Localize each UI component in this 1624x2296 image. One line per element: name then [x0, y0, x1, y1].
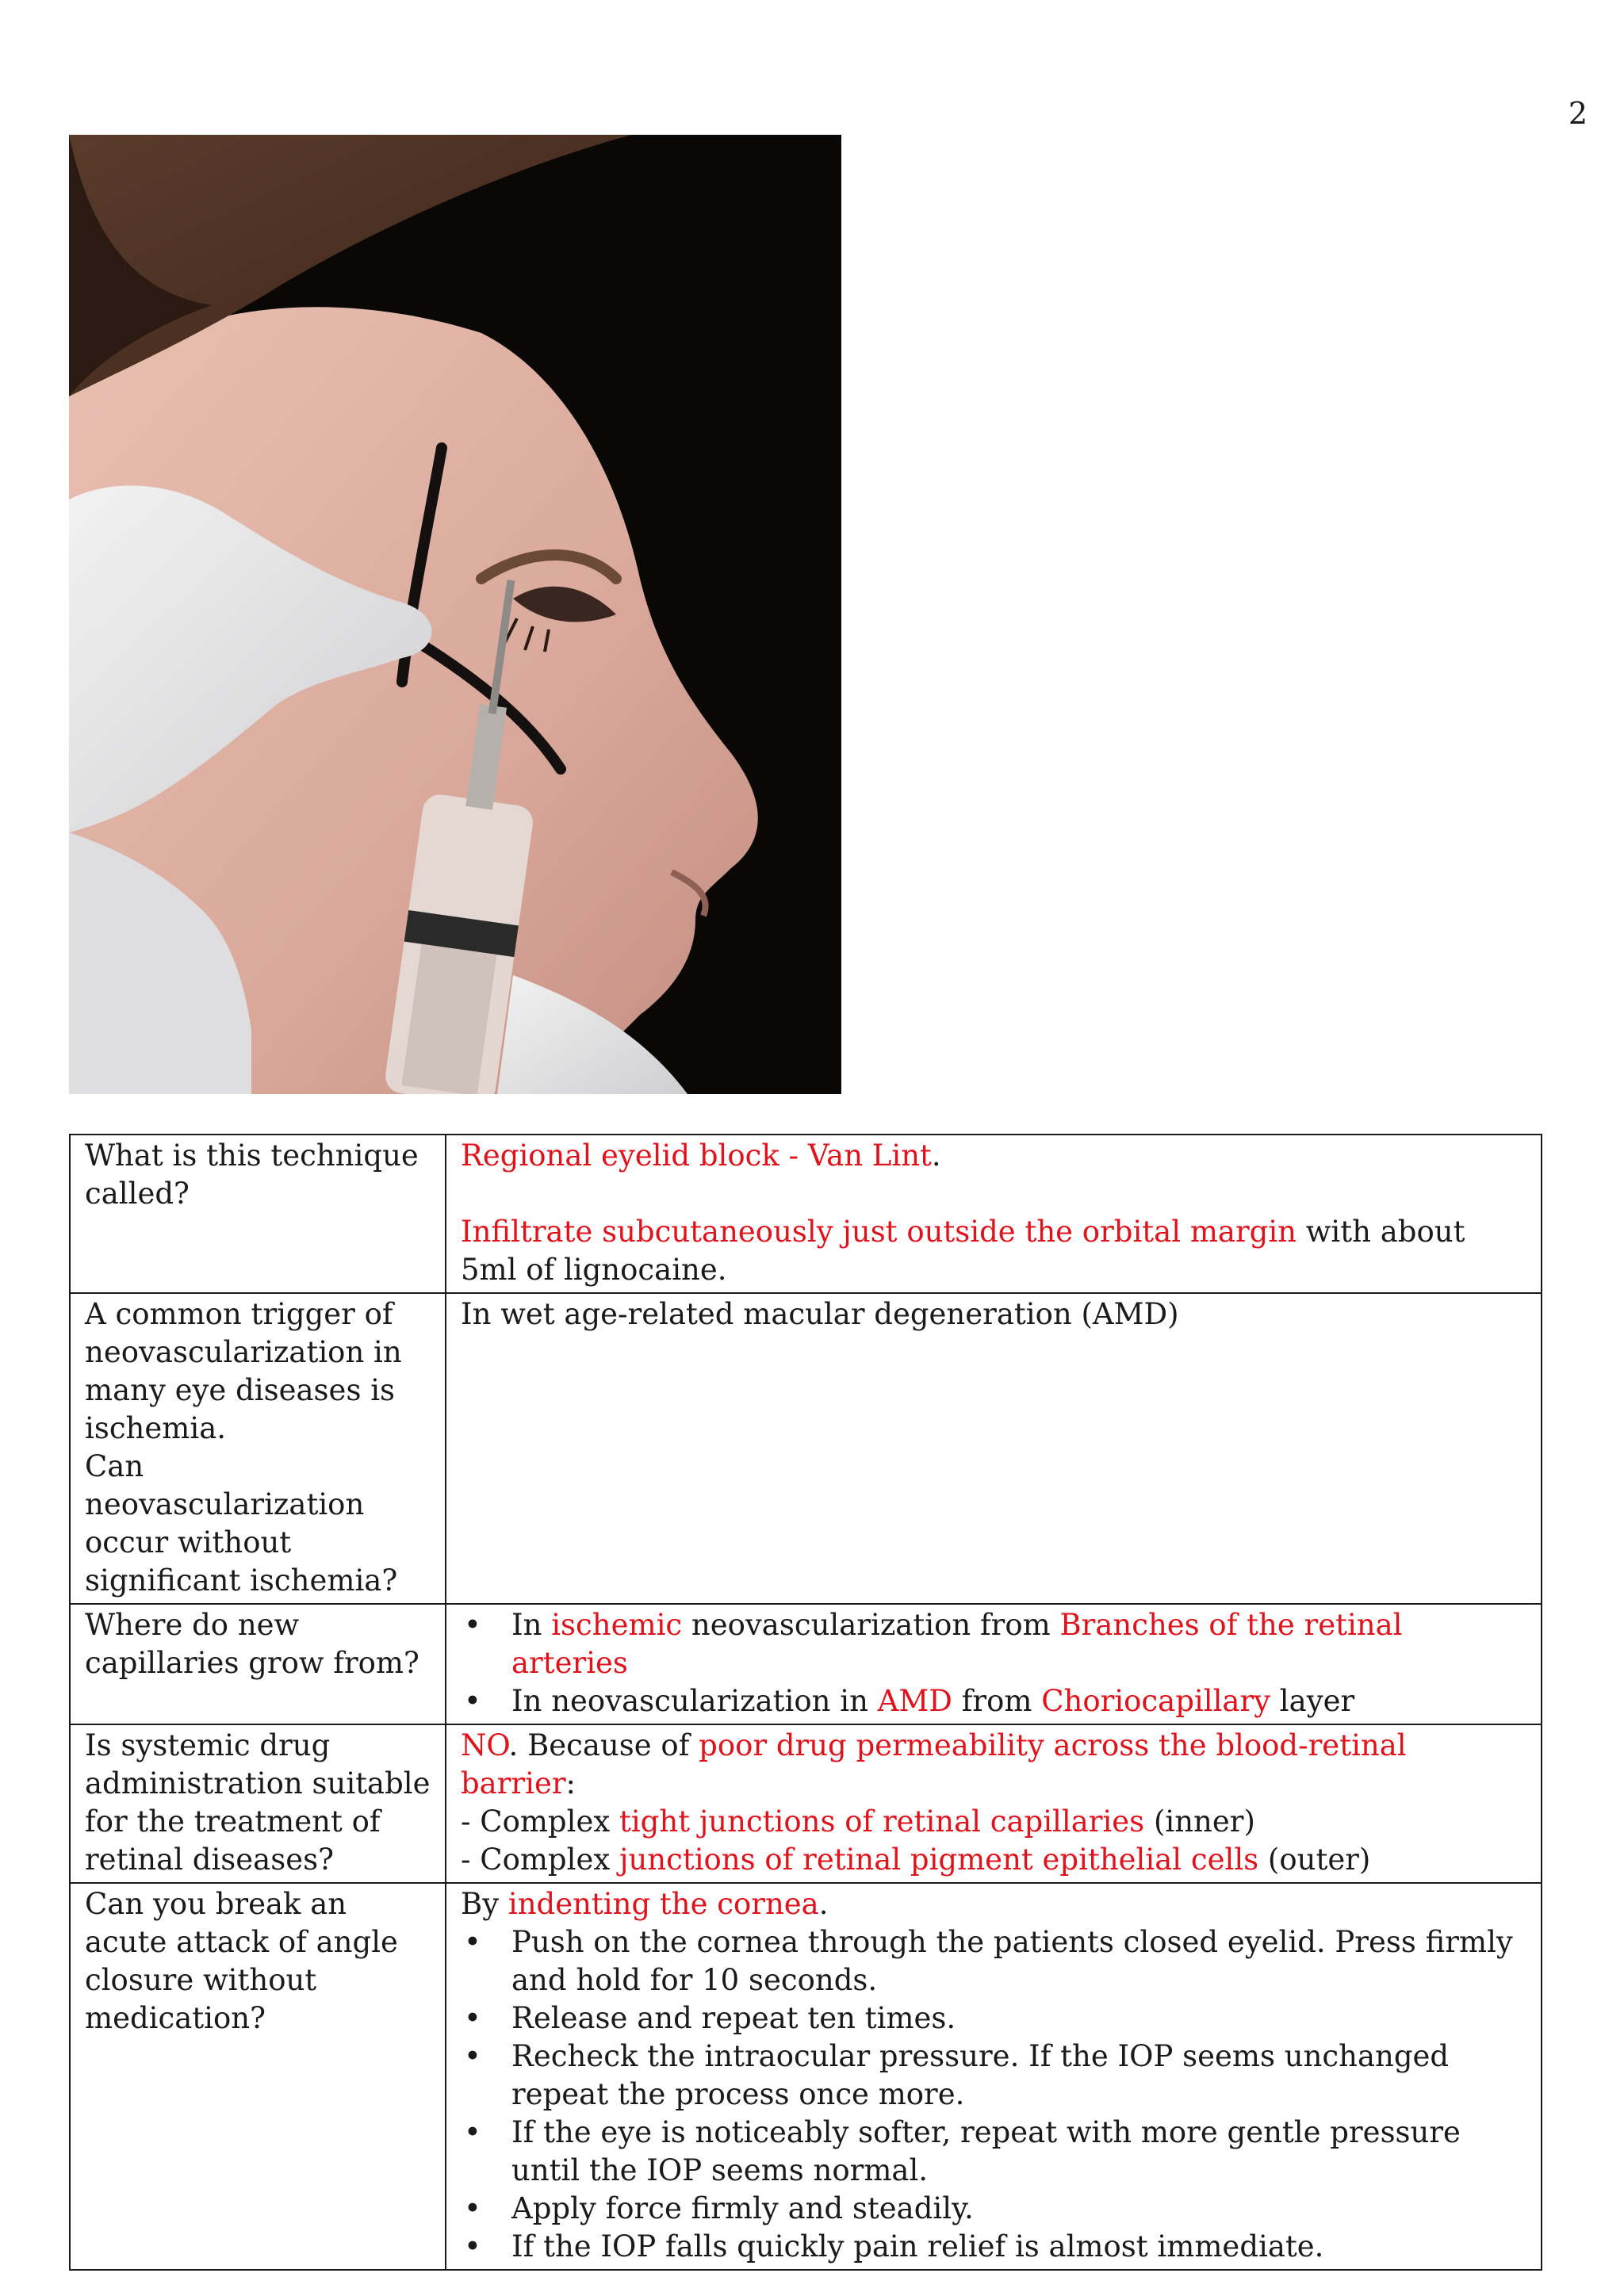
answer-text: layer	[1270, 1684, 1355, 1718]
answer-text: neovascularization from	[682, 1608, 1060, 1642]
answer-line	[461, 1137, 1526, 1175]
answer-highlight: Regional eyelid block	[461, 1138, 779, 1173]
answer-highlight: ischemic	[551, 1608, 683, 1642]
list-item: • Apply force firmly and steadily.	[461, 2190, 1526, 2228]
answer-line	[461, 1213, 1526, 1289]
eyelid-block-photo	[69, 135, 841, 1094]
question-cell	[70, 1135, 446, 1293]
question-text: Where do new capillaries grow from?	[85, 1608, 419, 1680]
photo-regional-eyelid-block-injection	[69, 135, 841, 1094]
answer-line	[461, 1803, 1526, 1841]
table-row	[70, 1293, 1542, 1604]
question-text: Is systemic drug administration suitable for the treatment of retinal diseases?	[85, 1728, 431, 1877]
answer-text: with about 5ml of lignocaine.	[461, 1215, 1465, 1287]
question-cell	[70, 1293, 446, 1604]
answer-text: .	[931, 1138, 941, 1173]
question-text: A common trigger of neovascularization in many eye diseases is ischemia.	[85, 1297, 402, 1445]
answer-highlight: NO	[461, 1728, 509, 1762]
answer-text: (outer)	[1258, 1843, 1371, 1877]
question-cell	[70, 1604, 446, 1724]
table-row	[70, 1724, 1542, 1883]
answer-cell	[446, 1724, 1542, 1883]
answer-text: (inner)	[1144, 1804, 1255, 1839]
answer-highlight: Choriocapillary	[1041, 1684, 1271, 1718]
page-number: 2	[1568, 96, 1588, 131]
answer-text: from	[952, 1684, 1042, 1718]
answer-highlight: tight junctions of retinal capillaries	[619, 1804, 1145, 1839]
answer-text: -	[779, 1138, 808, 1173]
answer-cell	[446, 1604, 1542, 1724]
answer-cell	[446, 1135, 1542, 1293]
question-cell	[70, 1724, 446, 1883]
answer-highlight: Branches of the retinal arteries	[511, 1608, 1403, 1680]
answer-highlight: AMD	[877, 1684, 952, 1718]
answer-text: - Complex	[461, 1804, 619, 1839]
list-item	[461, 1682, 1526, 1720]
question-text: What is this technique called?	[85, 1138, 419, 1211]
question-text: Can neovascularization occur without significant ischemia?	[85, 1449, 398, 1598]
list-item	[461, 1606, 1526, 1682]
answer-line	[461, 1885, 1526, 1923]
answer-text: By	[461, 1887, 508, 1921]
answer-highlight: Infiltrate subcutaneously just outside the orbital margin	[461, 1215, 1297, 1249]
answer-line	[461, 1727, 1526, 1803]
question-text: Can you break an acute attack of angle closure without medication?	[85, 1887, 398, 2035]
list-item: • Release and repeat ten times.	[461, 1999, 1526, 2038]
list-item: • If the IOP falls quickly pain relief is almost immediate.	[461, 2228, 1526, 2266]
answer-highlight: poor drug permeability across the blood-retinal barrier	[461, 1728, 1407, 1800]
answer-cell	[446, 1883, 1542, 2270]
question-cell	[70, 1883, 446, 2270]
answer-highlight: indenting the cornea	[508, 1887, 819, 1921]
list-item: • Recheck the intraocular pressure. If the IOP seems unchanged repeat the process once more.	[461, 2038, 1526, 2114]
answer-text: :	[565, 1766, 576, 1800]
answer-text: In	[511, 1608, 552, 1642]
table-row	[70, 1883, 1542, 2270]
answer-highlight: Van Lint	[807, 1138, 932, 1173]
table-row	[70, 1135, 1542, 1293]
list-item: • Push on the cornea through the patients closed eyelid. Press firmly and hold for 10 seconds.	[461, 1923, 1526, 1999]
answer-cell	[446, 1293, 1542, 1604]
qa-table	[69, 1134, 1542, 2271]
answer-text: In wet age-related macular degeneration (AMD)	[461, 1297, 1179, 1331]
answer-highlight: junctions of retinal pigment epithelial cells	[619, 1843, 1259, 1877]
answer-text: - Complex	[461, 1843, 619, 1877]
answer-text: .	[818, 1887, 829, 1921]
answer-text: . Because of	[508, 1728, 699, 1762]
table-row	[70, 1604, 1542, 1724]
spacer	[461, 1175, 1526, 1213]
bullet-list	[461, 1606, 1526, 1720]
answer-line	[461, 1841, 1526, 1879]
answer-text: In neovascularization in	[511, 1684, 878, 1718]
list-item: • If the eye is noticeably softer, repeat with more gentle pressure until the IOP seems normal.	[461, 2114, 1526, 2190]
bullet-list	[461, 1923, 1526, 2266]
